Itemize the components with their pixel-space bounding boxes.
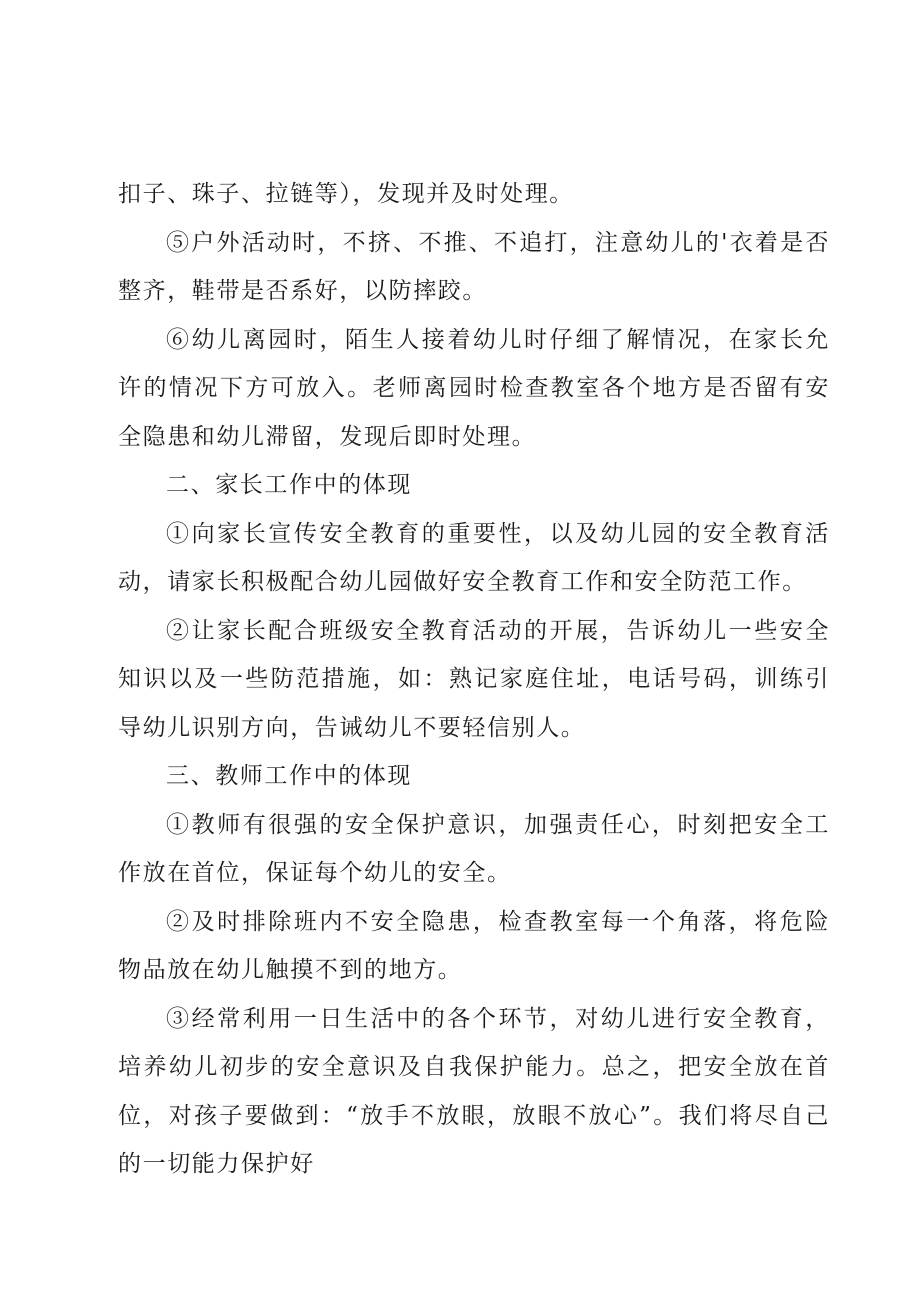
paragraph-parents-1: ①向家长宣传安全教育的重要性，以及幼儿园的安全教育活动，请家长积极配合幼儿园做好安全教育工作和安全防范工作。 [118,520,830,595]
section-heading-parents: 二、家长工作中的体现 [166,472,412,498]
paragraph-item-6: ⑥幼儿离园时，陌生人接着幼儿时仔细了解情况，在家长允许的情况下方可放入。老师离园时检查教室各个地方是否留有安全隐患和幼儿滞留，发现后即时处理。 [118,326,830,450]
paragraph-continuation: 扣子、珠子、拉链等），发现并及时处理。 [118,181,574,207]
paragraph-teachers-2: ②及时排除班内不安全隐患，检查教室每一个角落，将危险物品放在幼儿触摸不到的地方。 [118,908,830,983]
paragraph-teachers-3: ③经常利用一日生活中的各个环节，对幼儿进行安全教育，培养幼儿初步的安全意识及自我保护能力。总之，把安全放在首位，对孩子要做到：“放手不放眼，放眼不放心”。我们将尽自己的一切能力保护好 [118,1005,830,1177]
section-heading-teachers: 三、教师工作中的体现 [166,763,412,789]
paragraph-teachers-1: ①教师有很强的安全保护意识，加强责任心，时刻把安全工作放在首位，保证每个幼儿的安全。 [118,811,830,886]
paragraph-parents-2: ②让家长配合班级安全教育活动的开展，告诉幼儿一些安全知识以及一些防范措施，如：熟记家庭住址，电话号码，训练引导幼儿识别方向，告诫幼儿不要轻信别人。 [118,617,830,741]
paragraph-item-5: ⑤户外活动时，不挤、不推、不追打，注意幼儿的'衣着是否整齐，鞋带是否系好，以防摔跤。 [118,229,830,304]
document-body [118,170,830,1189]
